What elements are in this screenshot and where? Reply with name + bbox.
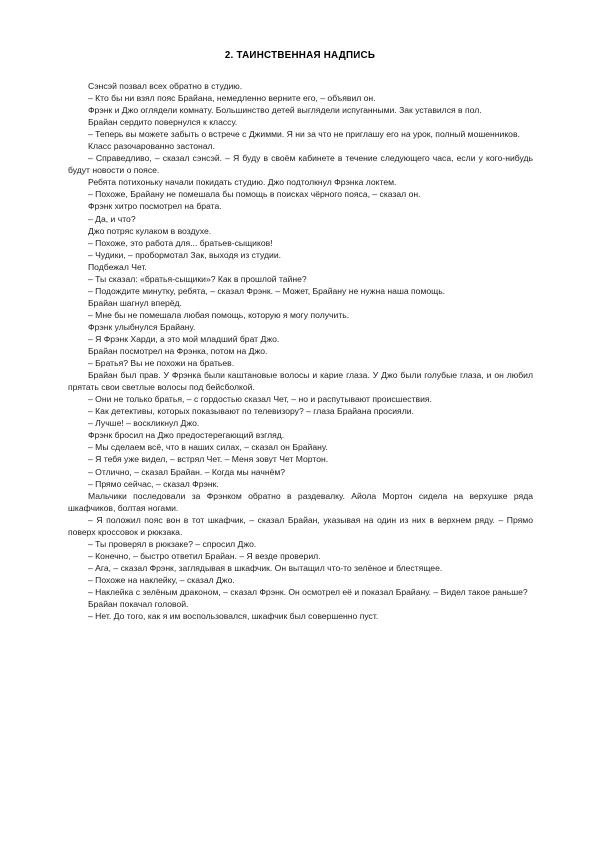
paragraph: – Лучше! – воскликнул Джо. xyxy=(88,418,200,429)
paragraph: Брайан сердито повернулся к классу. xyxy=(88,117,238,128)
paragraph: – Кто бы ни взял пояс Брайана, немедленно верните его, – объявил он. xyxy=(88,93,376,104)
paragraph: – Наклейка с зелёным драконом, – сказал Фрэнк. Он осмотрел её и показал Брайану. – Видел такое раньше? xyxy=(88,586,528,597)
paragraph: – Отлично, – сказал Брайан. – Когда мы начнём? xyxy=(88,466,286,477)
paragraph: – Похоже, Брайану не помешала бы помощь в поисках чёрного пояса, – сказал он. xyxy=(88,189,421,200)
paragraph: Фрэнк бросил на Джо предостерегающий взгляд. xyxy=(88,430,285,441)
paragraph: – Похоже, это работа для... братьев-сыщиков! xyxy=(88,237,273,248)
paragraph: – Как детективы, которых показывают по телевизору? – глаза Брайана просияли. xyxy=(88,406,414,417)
paragraph: – Теперь вы можете забыть о встрече с Джимми. Я ни за что не приглашу его на урок, полный мошенников. xyxy=(88,129,520,140)
paragraph: – Я Фрэнк Харди, а это мой младший брат Джо. xyxy=(88,333,280,344)
paragraph: Фрэнк и Джо оглядели комнату. Большинство детей выглядели испуганными. Зак уставился в пол. xyxy=(88,105,482,116)
paragraph: – Я положил пояс вон в тот шкафчик, – сказал Брайан, указывая на один из них в верхнем ряду. – Прямо поверх кроссовок и рюкзака. xyxy=(68,514,533,537)
paragraph: – Конечно, – быстро ответил Брайан. – Я везде проверил. xyxy=(88,550,321,561)
paragraph: – Мне бы не помешала любая помощь, которую я могу получить. xyxy=(88,309,350,320)
paragraph: – Подождите минутку, ребята, – сказал Фрэнк. – Может, Брайану не нужна наша помощь. xyxy=(88,285,446,296)
paragraph: Сэнсэй позвал всех обратно в студию. xyxy=(88,81,243,91)
paragraph: Брайан покачал головой. xyxy=(88,599,189,610)
paragraph: – Они не только братья, – с гордостью сказал Чет, – но и распутывают происшествия. xyxy=(88,394,432,405)
paragraph: Мальчики последовали за Фрэнком обратно в раздевалку. Айола Мортон сидела на верхушке ряда шкафчиков, болтая ногами. xyxy=(68,490,533,513)
paragraph: – Нет. До того, как я им воспользовался, шкафчик был совершенно пуст. xyxy=(88,611,379,622)
paragraph: Джо потряс кулаком в воздухе. xyxy=(88,225,212,236)
paragraph: – Справедливо, – сказал сэнсэй. – Я буду в своём кабинете в течение следующего часа, если у кого-нибудь будут новости о поясе. xyxy=(68,153,533,176)
paragraph: – Прямо сейчас, – сказал Фрэнк. xyxy=(88,478,219,489)
paragraph: Ребята потихоньку начали покидать студию. Джо подтолкнул Фрэнка локтем. xyxy=(88,177,397,188)
paragraph: – Похоже на наклейку, – сказал Джо. xyxy=(88,574,235,585)
paragraph: – Да, и что? xyxy=(88,213,136,224)
paragraph: Подбежал Чет. xyxy=(88,261,147,272)
paragraph: – Ты сказал: «братья-сыщики»? Как в прошлой тайне? xyxy=(88,273,307,284)
paragraph: – Я тебя уже видел, – встрял Чет. – Меня зовут Чет Мортон. xyxy=(88,454,329,465)
body-text-block xyxy=(68,80,533,622)
paragraph: Брайан посмотрел на Фрэнка, потом на Джо. xyxy=(88,346,268,357)
paragraph: Фрэнк улыбнулся Брайану. xyxy=(88,321,196,332)
paragraph: Брайан шагнул вперёд. xyxy=(88,297,182,308)
paragraph: – Мы сделаем всё, что в наших силах, – сказал он Брайану. xyxy=(88,442,328,453)
paragraph: – Чудики, – пробормотал Зак, выходя из студии. xyxy=(88,249,282,260)
paragraph: Фрэнк хитро посмотрел на брата. xyxy=(88,201,222,212)
paragraph: Брайан был прав. У Фрэнка были каштановые волосы и карие глаза. У Джо были голубые глаза, и он любил прятать свои светлые волосы под бейсболкой. xyxy=(68,370,533,393)
paragraph: – Братья? Вы не похожи на братьев. xyxy=(88,358,235,369)
chapter-title: 2. ТАИНСТВЕННАЯ НАДПИСЬ xyxy=(224,50,376,61)
paragraph: Класс разочарованно застонал. xyxy=(88,141,215,152)
paragraph: – Ты проверял в рюкзаке? – спросил Джо. xyxy=(88,538,257,549)
paragraph: – Ага, – сказал Фрэнк, заглядывая в шкафчик. Он вытащил что-то зелёное и блестящее. xyxy=(88,562,443,573)
